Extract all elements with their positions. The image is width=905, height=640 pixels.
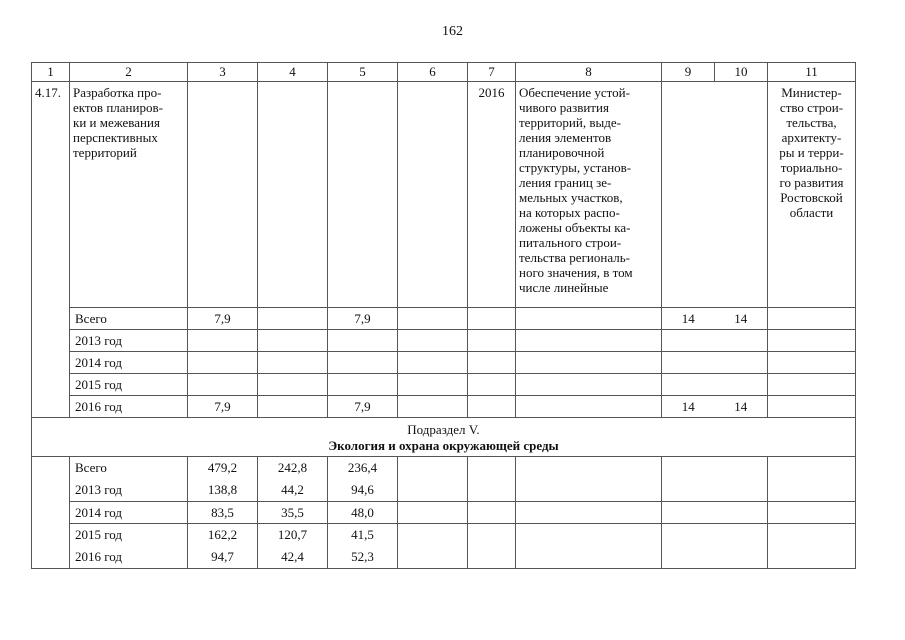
cell [398, 374, 468, 396]
row-label: 2016 год [70, 396, 188, 418]
subsection-subtitle: Экология и охрана окружающей среды [328, 438, 559, 453]
result-line: числе линейные [519, 280, 609, 295]
cell [398, 524, 468, 547]
cell [768, 396, 856, 418]
cell [768, 457, 856, 480]
cell [768, 308, 856, 330]
cell [662, 330, 768, 352]
column-number: 1 [32, 63, 70, 82]
item-number [32, 82, 70, 418]
value-cell: 162,2 [188, 524, 258, 547]
cell [468, 396, 516, 418]
column-number: 6 [398, 63, 468, 82]
value-cell: 42,4 [258, 546, 328, 569]
cell [468, 330, 516, 352]
cell [468, 457, 516, 480]
row-label: 2014 год [70, 502, 188, 524]
cell [398, 479, 468, 502]
column-number: 3 [188, 63, 258, 82]
item-name-line: Разработка про- [73, 85, 162, 100]
cell [468, 546, 516, 569]
cell [258, 82, 328, 308]
cell [516, 524, 662, 547]
value-cell: 41,5 [328, 524, 398, 547]
value-cell: 94,7 [188, 546, 258, 569]
cell [662, 457, 768, 480]
value-cell: 479,2 [188, 457, 258, 480]
row-4-17 [32, 82, 856, 308]
cell [328, 374, 398, 396]
value-cell: 7,9 [328, 308, 398, 330]
subsection-header [32, 418, 856, 457]
cell [188, 374, 258, 396]
column-number: 11 [768, 63, 856, 82]
result-line: ления границ зе- [519, 175, 612, 190]
cell [468, 308, 516, 330]
cell [768, 524, 856, 547]
cell [328, 352, 398, 374]
cell [768, 546, 856, 569]
executor-line: ториально- [780, 160, 843, 175]
cell [516, 546, 662, 569]
cell [188, 82, 258, 308]
result-line: чивого развития [519, 100, 609, 115]
value-cell: 14 [715, 396, 768, 418]
value-cell: 14 [662, 308, 715, 330]
executor-line: Министер- [781, 85, 842, 100]
row-label: 2014 год [70, 352, 188, 374]
item-name-line: перспективных [73, 130, 158, 145]
row-label: 2013 год [70, 330, 188, 352]
cell [398, 352, 468, 374]
value-cell: 44,2 [258, 479, 328, 502]
result-line: структуры, установ- [519, 160, 632, 175]
cell [662, 374, 768, 396]
cell [662, 546, 768, 569]
cell [188, 330, 258, 352]
executor-line: го развития [779, 175, 844, 190]
executor-line: области [789, 205, 834, 220]
result-line: мельных участков, [519, 190, 623, 205]
row-label: Всего [70, 308, 188, 330]
result-line: территорий, выде- [519, 115, 621, 130]
cell [662, 352, 768, 374]
cell [768, 374, 856, 396]
cell [398, 457, 468, 480]
cell [258, 330, 328, 352]
cell [662, 479, 768, 502]
cell [662, 502, 768, 524]
cell [662, 524, 768, 547]
value-cell: 242,8 [258, 457, 328, 480]
page-number: 162 [442, 24, 463, 39]
column-number: 10 [715, 63, 768, 82]
item-name-line: территорий [73, 145, 137, 160]
cell [398, 82, 468, 308]
result-line: питального строи- [519, 235, 622, 250]
table-row [32, 396, 856, 418]
result-line: ложены объекты ка- [519, 220, 631, 235]
cell [516, 479, 662, 502]
table-row [32, 330, 856, 352]
cell [516, 330, 662, 352]
column-number-row [32, 63, 856, 82]
item-number-text: 4.17. [35, 85, 61, 100]
executor-line: архитекту- [781, 130, 842, 145]
cell [516, 374, 662, 396]
value-cell: 94,6 [328, 479, 398, 502]
value-cell: 48,0 [328, 502, 398, 524]
cell [516, 308, 662, 330]
executor-line: тельства, [786, 115, 837, 130]
result-line: планировочной [519, 145, 605, 160]
program-table [31, 62, 856, 569]
cell [32, 457, 70, 569]
value-cell: 236,4 [328, 457, 398, 480]
value-cell: 7,9 [188, 396, 258, 418]
value-cell: 35,5 [258, 502, 328, 524]
table-row [32, 308, 856, 330]
column-number: 4 [258, 63, 328, 82]
cell [258, 374, 328, 396]
column-number: 8 [516, 63, 662, 82]
cell [188, 352, 258, 374]
item-name-line: ектов планиров- [73, 100, 163, 115]
row-label: 2015 год [70, 524, 188, 547]
value-cell: 14 [715, 308, 768, 330]
row-label: 2015 год [70, 374, 188, 396]
table-row [32, 352, 856, 374]
value-cell [258, 396, 328, 418]
cell [258, 352, 328, 374]
cell [768, 330, 856, 352]
cell [516, 457, 662, 480]
value-cell: 7,9 [328, 396, 398, 418]
subsection-header-row [32, 418, 856, 457]
cell [468, 352, 516, 374]
cell [768, 352, 856, 374]
cell [516, 502, 662, 524]
column-number: 2 [70, 63, 188, 82]
result-line: тельства региональ- [519, 250, 630, 265]
cell [662, 82, 768, 308]
cell [768, 502, 856, 524]
cell [468, 524, 516, 547]
column-number: 5 [328, 63, 398, 82]
value-cell: 120,7 [258, 524, 328, 547]
cell [328, 330, 398, 352]
result-line: на которых распо- [519, 205, 620, 220]
executor-line: Ростовской [780, 190, 843, 205]
table-row [32, 374, 856, 396]
result-line: ления элементов [519, 130, 612, 145]
cell [398, 308, 468, 330]
item-name-line: ки и межевания [73, 115, 160, 130]
value-cell [258, 308, 328, 330]
cell [468, 374, 516, 396]
executor [768, 82, 856, 308]
cell [328, 82, 398, 308]
table-row [32, 457, 856, 480]
value-cell: 138,8 [188, 479, 258, 502]
result-line: ного значения, в том [519, 265, 633, 280]
cell [468, 479, 516, 502]
value-cell: 52,3 [328, 546, 398, 569]
cell [468, 502, 516, 524]
cell [398, 396, 468, 418]
row-label: Всего [70, 457, 188, 480]
table-row [32, 524, 856, 547]
result-line: Обеспечение устой- [519, 85, 630, 100]
executor-line: ры и терри- [779, 145, 844, 160]
column-number: 7 [468, 63, 516, 82]
table-row [32, 479, 856, 502]
executor-line: ство строи- [779, 100, 844, 115]
value-cell: 7,9 [188, 308, 258, 330]
expected-result [516, 82, 662, 308]
cell [516, 396, 662, 418]
cell [768, 479, 856, 502]
table-row [32, 502, 856, 524]
row-label: 2016 год [70, 546, 188, 569]
row-label: 2013 год [70, 479, 188, 502]
item-name [70, 82, 188, 308]
column-number: 9 [662, 63, 715, 82]
cell [398, 502, 468, 524]
subsection-title: Подраздел V. [407, 422, 480, 437]
cell [398, 546, 468, 569]
value-cell: 83,5 [188, 502, 258, 524]
implementation-year: 2016 [468, 82, 516, 308]
value-cell: 14 [662, 396, 715, 418]
cell [398, 330, 468, 352]
table-row [32, 546, 856, 569]
cell [516, 352, 662, 374]
